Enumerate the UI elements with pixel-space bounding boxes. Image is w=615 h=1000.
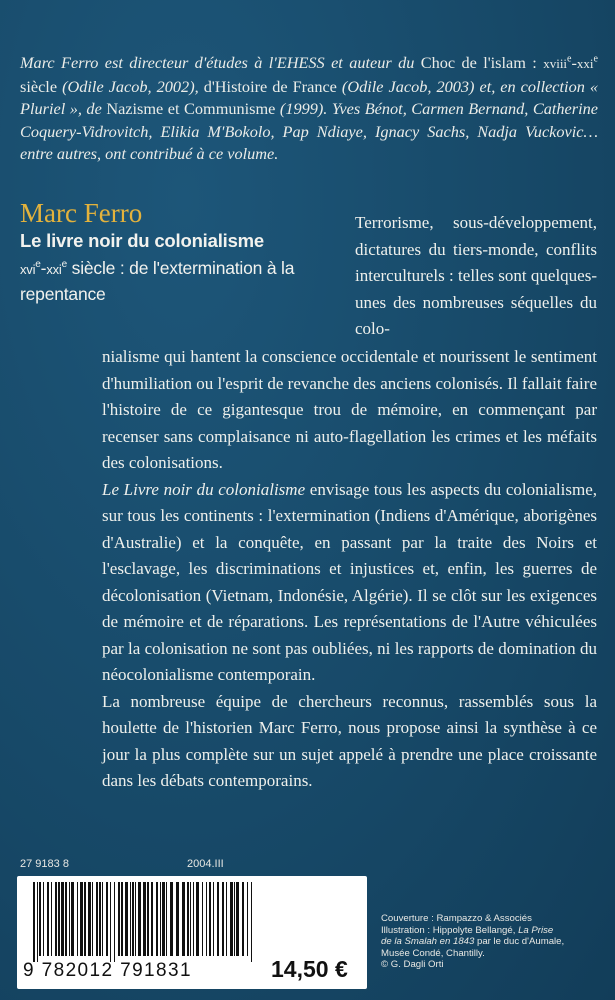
barcode-bar	[147, 882, 149, 956]
barcode-bar	[193, 882, 194, 956]
barcode-bar	[166, 882, 167, 956]
bio-sup-1: e	[567, 53, 572, 65]
barcode-bar	[138, 882, 141, 956]
credit-artwork-author: par le duc d'Aumale,	[474, 936, 565, 947]
credit-illustration	[381, 925, 601, 937]
bio-book-3: Nazisme et Communisme	[106, 99, 276, 119]
barcode-bar	[217, 882, 219, 956]
barcode-bar	[114, 882, 115, 962]
credit-artwork-title-2: de la Smalah en 1843	[381, 936, 475, 947]
barcode-bar	[143, 882, 146, 956]
bio-siecle: siècle	[20, 76, 63, 96]
barcode-bar	[125, 882, 128, 956]
credit-artwork-title-1: La Prise	[518, 924, 554, 936]
barcode-bar	[187, 882, 189, 956]
blurb-intro: Terrorisme, sous-développement, dictatures du tiers-monde, conflits interculturels : telles sont quelques-unes des nombreuses séquelles du colo-	[355, 213, 597, 338]
subtitle-sup-2: e	[61, 259, 67, 271]
barcode-bar	[160, 882, 161, 956]
credit-cover: Couverture : Rampazzo & Associés	[381, 913, 532, 924]
barcode-bar	[132, 882, 134, 956]
subtitle-sup-1: e	[35, 259, 41, 271]
bio-text-3: et, en collection «	[474, 76, 599, 96]
barcode-bar	[202, 882, 203, 956]
blurb-paragraph-3: La nombreuse équipe de chercheurs reconnus, rassemblés sous la houlette de l'historien Marc Ferro, nous propose ainsi la synthèse à ce jour la plus complète sur un sujet appelé à prendre une place croissante dans les débats contemporains.	[102, 691, 597, 790]
bio-century-1: xviii	[543, 56, 568, 71]
barcode-bar	[236, 882, 239, 956]
bio-publisher-2: (Odile Jacob, 2003)	[336, 76, 475, 96]
bio-book-2: Histoire de France	[214, 76, 337, 96]
barcode-bar	[196, 882, 199, 956]
barcode-bar	[170, 882, 173, 956]
barcode-bar	[69, 882, 70, 956]
bio-contributors: (1999). Yves Bénot, Carmen Bernand, Catherine Coquery-Vidrovitch, Elikia M'Bokolo, Pap Ndiaye, Ignacy Sachs, Nadja Vuckovic… entre autres, ont contribué à ce volume.	[20, 99, 598, 164]
cover-credits	[381, 913, 601, 971]
edition-reference: 2004.III	[187, 858, 224, 870]
barcode-bar	[118, 882, 120, 956]
barcode-bar	[61, 882, 64, 956]
blurb-book-title: Le Livre noir du colonialisme	[102, 479, 306, 499]
bio-text-4: », de	[65, 99, 107, 119]
barcode-bar	[33, 882, 35, 962]
credit-museum: Musée Condé, Chantilly.	[381, 947, 485, 959]
barcode-bar	[251, 882, 252, 962]
barcode-bar	[121, 882, 123, 956]
barcode-bar	[43, 882, 44, 956]
barcode-bar	[80, 882, 83, 956]
credit-artwork	[381, 936, 601, 948]
barcode-bar	[135, 882, 136, 956]
barcode-bar	[230, 882, 233, 956]
catalog-number: 27 9183 8	[20, 858, 69, 870]
book-title: Le livre noir du colonialisme	[20, 230, 265, 251]
bio-text-1: Marc Ferro est directeur d'études à l'EHESS et auteur du	[20, 53, 415, 72]
barcode-bar	[71, 882, 74, 956]
barcode-bar	[130, 882, 131, 956]
subtitle-century-1: xvi	[20, 262, 36, 277]
barcode-bar	[65, 882, 67, 956]
barcode-image	[23, 882, 263, 966]
barcode-bar	[190, 882, 191, 956]
barcode-bar	[102, 882, 103, 956]
bio-text-2: d'	[198, 76, 215, 96]
barcode-digits: 9 782012 791831	[23, 960, 192, 981]
barcode-bar	[55, 882, 57, 956]
barcode-bar	[39, 882, 41, 956]
barcode-bar	[47, 882, 49, 956]
credit-photo: © G. Dagli Orti	[381, 959, 444, 970]
barcode-bar	[206, 882, 207, 956]
author-name: Marc Ferro	[20, 198, 143, 228]
barcode-bar	[96, 882, 98, 956]
blurb-body	[102, 344, 597, 795]
bio-collection: Pluriel	[20, 99, 66, 119]
barcode-bar	[88, 882, 91, 956]
barcode-panel	[17, 876, 367, 989]
barcode-bar	[77, 882, 78, 956]
barcode-bar	[84, 882, 86, 956]
bio-century-2: xxi	[576, 56, 594, 71]
subtitle-rest: siècle : de l'extermination à la repentance	[20, 258, 295, 304]
barcode-bar	[37, 882, 38, 962]
barcode-bar	[242, 882, 244, 956]
blurb-paragraph-1: nialisme qui hantent la conscience occidentale et nourissent le sentiment d'humiliation ou l'esprit de revanche des anciens colonisés. Il fallait faire l'histoire de ce gigantesque trou de mémoire, en commençant par recenser sans complaisance ni auto-flagellation les crimes et les méfaits des colonisations.	[102, 347, 597, 472]
barcode-bar	[222, 882, 224, 956]
credit-illustration-text: Illustration : Hippolyte Bellangé,	[381, 924, 519, 936]
barcode-bar	[110, 882, 111, 962]
barcode-bar	[156, 882, 158, 956]
blurb-paragraph-2	[102, 477, 597, 689]
barcode-bar	[58, 882, 60, 956]
barcode-bar	[209, 882, 211, 956]
barcode-bar	[151, 882, 153, 956]
subtitle-dash: -	[40, 258, 47, 278]
barcode-bar	[182, 882, 185, 956]
barcode-bar	[176, 882, 179, 956]
barcode-bar	[247, 882, 248, 956]
bio-dash: -	[571, 53, 577, 72]
barcode-bar	[106, 882, 108, 956]
subtitle-century-2: xxi	[46, 262, 62, 277]
barcode-bar	[99, 882, 101, 956]
barcode-bar	[92, 882, 93, 956]
bio-sup-2: e	[593, 53, 598, 65]
barcode-bar	[234, 882, 235, 956]
barcode-bar	[226, 882, 227, 956]
author-bio	[20, 52, 598, 166]
barcode-bar	[51, 882, 52, 956]
price-label: 14,50 €	[271, 956, 348, 982]
barcode-bar	[213, 882, 214, 956]
book-subtitle	[20, 256, 340, 306]
barcode-bar	[162, 882, 165, 956]
bio-publisher-1: (Odile Jacob, 2002),	[62, 76, 199, 96]
blurb-paragraph-2-text: envisage tous les aspects du colonialisme, sur tous les continents : l'extermination (Indiens d'Amérique, aborigènes d'Australie) et la conquête, en passant par la traite des Noirs et l'esclavage, les discriminations et injustices et, enfin, les guerres de décolonisation (Vietnam, Indonésie, Algérie). Il se clôt sur les exigences de mémoire et de réparations. Les représentations de l'Autre véhiculées par la colonisation ne sont pas oubliées, ni les rapports de domination du néocolonialisme contemporain.	[102, 479, 597, 684]
bio-book-1: Choc de l'islam :	[420, 53, 544, 72]
